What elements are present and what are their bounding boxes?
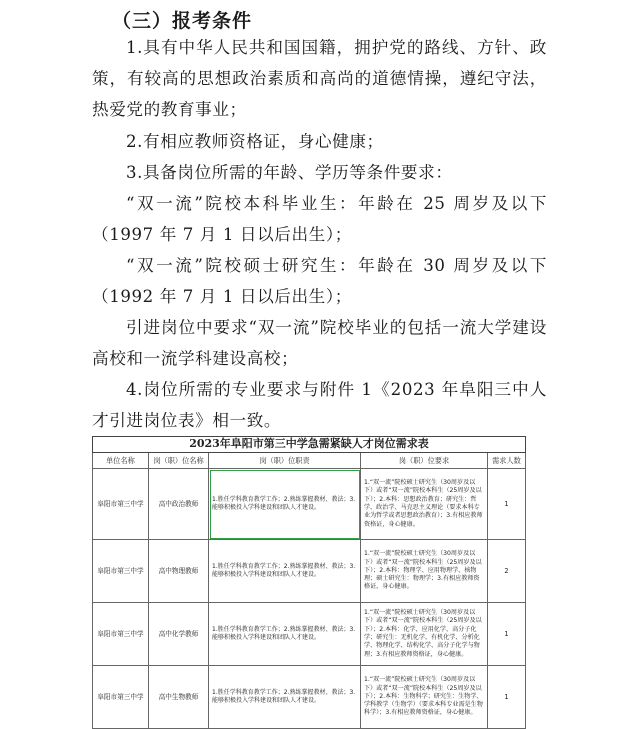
condition-master-age: “双一流”院校硕士研究生：年龄在 30 周岁及以下（1992 年 7 月 1 日以后出生）； (92, 256, 547, 306)
cell-duty: 1.胜任学科教育教学工作；2.熟练掌握教材、教法；3.能够积极投入学科建设和团队人才建设。 (209, 540, 361, 603)
cell-requirement: 1.“双一流”院校硕士研究生（30周岁及以下）或者“双一流”院校本科生（25周岁及以下）；2.本科：生物科学；研究生：生物学、学科教学（生物学）（要求本科专业需是生物科学）；3.有相应教师资格证，身心健康。 (361, 666, 488, 729)
header-unit: 单位名称 (93, 453, 149, 469)
cell-post: 高中化学教师 (149, 603, 209, 666)
cell-count: 2 (488, 540, 526, 603)
cell-requirement: 1.“双一流”院校硕士研究生（30周岁及以下）或者“双一流”院校本科生（25周岁及以下）；2.本科：思想政治教育；研究生：哲学、政治学、马克思主义理论（要求本科专业为哲学或者思想政治教育）；3.有相应教师资格证，身心健康。 (361, 469, 488, 540)
cell-count: 1 (488, 469, 526, 540)
table-title: 2023年阜阳市第三中学急需紧缺人才岗位需求表 (93, 437, 526, 453)
cell-unit: 阜阳市第三中学 (93, 469, 149, 540)
section-heading: （三）报考条件 (112, 10, 253, 32)
job-demand-table-wrapper (92, 436, 525, 729)
condition-paragraph-2: 2.有相应教师资格证，身心健康； (126, 132, 384, 151)
cell-post: 高中生物教师 (149, 666, 209, 729)
cell-requirement: 1.“双一流”院校硕士研究生（30周岁及以下）或者“双一流”院校本科生（25周岁及以下）；2.本科：物理学、应用物理学、核物理；硕士研究生：物理学；3.有相应教师资格证，身心健康。 (361, 540, 488, 603)
header-requirement: 岗（职）位要求 (361, 453, 488, 469)
table-row (93, 603, 526, 666)
cell-duty: 1.胜任学科教育教学工作；2.熟练掌握教材、教法；3.能够积极投入学科建设和团队人才建设。 (209, 603, 361, 666)
condition-bachelor-age: “双一流”院校本科毕业生：年龄在 25 周岁及以下（1997 年 7 月 1 日以后出生）； (92, 194, 547, 244)
condition-paragraph-3: 3.具备岗位所需的年龄、学历等条件要求： (126, 163, 453, 182)
cell-count: 1 (488, 603, 526, 666)
cell-post: 高中物理教师 (149, 540, 209, 603)
cell-duty: 1.胜任学科教育教学工作；2.熟练掌握教材、教法；3.能够积极投入学科建设和团队人才建设。 (209, 666, 361, 729)
job-demand-table (92, 436, 526, 729)
condition-double-first-class-note: 引进岗位中要求“双一流”院校毕业的包括一流大学建设高校和一流学科建设高校； (92, 318, 547, 368)
table-row (93, 666, 526, 729)
condition-paragraph-1: 1.具有中华人民共和国国籍，拥护党的路线、方针、政策，有较高的思想政治素质和高尚的道德情操，遵纪守法，热爱党的教育事业； (92, 38, 547, 119)
table-row (93, 469, 526, 540)
table-row (93, 540, 526, 603)
cell-unit: 阜阳市第三中学 (93, 540, 149, 603)
header-duty: 岗（职）位职责 (209, 453, 361, 469)
condition-paragraph-4: 4.岗位所需的专业要求与附件 1《2023 年阜阳三中人才引进岗位表》相一致。 (92, 380, 547, 430)
header-count: 需求人数 (488, 453, 526, 469)
cell-duty: 1.胜任学科教育教学工作；2.熟练掌握教材、教法；3.能够积极投入学科建设和团队人才建设。 (209, 469, 361, 540)
cell-requirement: 1.“双一流”院校硕士研究生（30周岁及以下）或者“双一流”院校本科生（25周岁及以下）；2.本科：化学、应用化学、高分子化学；研究生：无机化学、有机化学、分析化学、物理化学、结构化学、高分子化学与物理；3.有相应教师资格证，身心健康。 (361, 603, 488, 666)
table-header-row (93, 453, 526, 469)
cell-count: 1 (488, 666, 526, 729)
cell-unit: 阜阳市第三中学 (93, 666, 149, 729)
cell-post: 高中政治教师 (149, 469, 209, 540)
header-post: 岗（职）位名称 (149, 453, 209, 469)
cell-unit: 阜阳市第三中学 (93, 603, 149, 666)
